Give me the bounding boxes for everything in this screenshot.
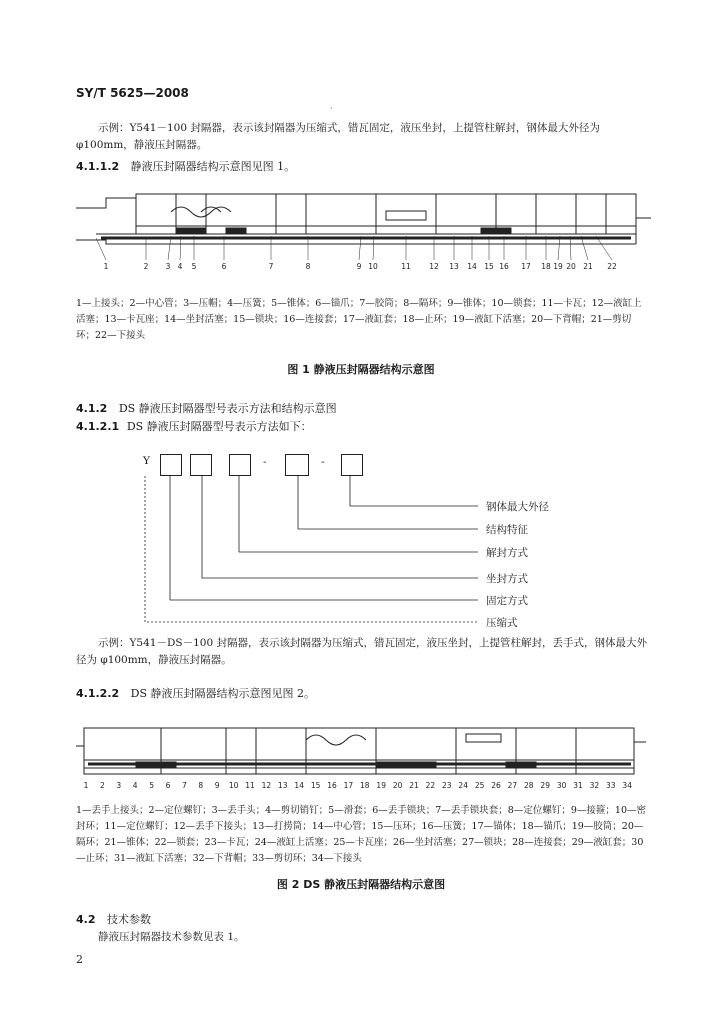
model-label-fixing: 固定方式 bbox=[486, 595, 528, 607]
part-number: 7 bbox=[182, 781, 187, 790]
part-number: 19 bbox=[553, 262, 563, 271]
part-number: 17 bbox=[521, 262, 531, 271]
page-number: 2 bbox=[76, 953, 83, 966]
example-paragraph-2: 示例：Y541－DS－100 封隔器，表示该封隔器为压缩式，错瓦固定，液压坐封，上提管柱解封，丢手式，钢体最大外径为 φ100mm，静液压封隔器。 bbox=[76, 637, 647, 666]
model-box-setting bbox=[229, 454, 251, 476]
part-number: 26 bbox=[491, 781, 501, 790]
model-leader-lines bbox=[140, 476, 500, 628]
part-number: 31 bbox=[573, 781, 583, 790]
part-number: 17 bbox=[343, 781, 354, 790]
part-number: 13 bbox=[449, 262, 459, 271]
part-number: 29 bbox=[540, 781, 550, 790]
part-number: 11 bbox=[401, 262, 411, 271]
part-number: 18 bbox=[360, 781, 370, 790]
figure-2-caption: 图 2 DS 静液压封隔器结构示意图 bbox=[276, 878, 446, 891]
example-paragraph-1: 示例：Y541－100 封隔器，表示该封隔器为压缩式，错瓦固定，液压坐封，上提管柱解封，钢体最大外径为 φ100mm，静液压封隔器。 bbox=[76, 122, 600, 151]
section-text: DS 静液压封隔器结构示意图见图 2。 bbox=[130, 687, 316, 700]
model-label-structure: 结构特征 bbox=[486, 524, 528, 536]
part-number: 22 bbox=[425, 781, 436, 790]
part-number: 33 bbox=[606, 781, 616, 790]
model-label-setting: 坐封方式 bbox=[486, 573, 528, 585]
model-separator-2: - bbox=[321, 456, 325, 468]
section-text: 技术参数 bbox=[107, 913, 151, 926]
part-number: 14 bbox=[467, 262, 477, 271]
figure-1-drawing bbox=[76, 178, 656, 290]
part-number: 19 bbox=[376, 781, 386, 790]
part-number: 13 bbox=[278, 781, 288, 790]
part-number: 2 bbox=[100, 781, 105, 790]
part-number: 10 bbox=[228, 781, 239, 790]
section-4112-heading bbox=[76, 158, 295, 174]
figure-1-legend: 1—上接头；2—中心管；3—压帽；4—压簧；5—锥体；6—锚爪；7—胶筒；8—隔环；9—锥体；10—锁套；11—卡瓦；12—液缸上活塞；13—卡瓦座；14—坐封活塞；15—锁块；16—连接套；17—液缸套；18—止环；19—液缸下活塞；20—下背帽；21—剪切环；22—下接头 bbox=[76, 298, 642, 341]
part-number: 21 bbox=[409, 781, 419, 790]
section-text: 静液压封隔器结构示意图见图 1。 bbox=[130, 160, 296, 173]
section-number: 4.1.1.2 bbox=[76, 160, 120, 173]
section-number: 4.2 bbox=[76, 913, 96, 926]
model-box-compression bbox=[160, 454, 182, 476]
part-number: 16 bbox=[499, 262, 509, 271]
part-number: 20 bbox=[392, 781, 403, 790]
model-label-compression: 压缩式 bbox=[486, 617, 518, 629]
part-number: 1 bbox=[103, 262, 109, 271]
part-number: 8 bbox=[198, 781, 204, 790]
part-number: 3 bbox=[165, 262, 171, 271]
part-number: 5 bbox=[191, 262, 197, 271]
part-number: 4 bbox=[177, 262, 183, 271]
figure-1-caption: 图 1 静液压封隔器结构示意图 bbox=[287, 363, 435, 376]
part-number: 4 bbox=[132, 781, 138, 790]
part-number: 6 bbox=[221, 262, 227, 271]
section-4122-heading bbox=[76, 685, 315, 701]
part-number: 8 bbox=[305, 262, 311, 271]
model-box-structure bbox=[285, 454, 309, 476]
section-text: DS 静液压封隔器型号表示方法如下： bbox=[126, 420, 312, 433]
model-label-release: 解封方式 bbox=[486, 547, 528, 559]
header-mark: · bbox=[330, 104, 333, 113]
part-number: 15 bbox=[484, 262, 494, 271]
model-separator-1: - bbox=[263, 456, 267, 468]
standard-header: SY/T 5625—2008 bbox=[76, 86, 189, 100]
part-number: 22 bbox=[607, 262, 617, 271]
part-number: 9 bbox=[214, 781, 220, 790]
part-number: 6 bbox=[165, 781, 171, 790]
section-number: 4.1.2 bbox=[76, 402, 108, 415]
part-number: 11 bbox=[245, 781, 255, 790]
part-number: 10 bbox=[368, 262, 378, 271]
section-412-heading bbox=[76, 400, 337, 416]
section-number: 4.1.2.2 bbox=[76, 687, 120, 700]
technical-params-paragraph: 静液压封隔器技术参数见表 1。 bbox=[98, 931, 245, 943]
figure-2-legend: 1—丢手上接头；2—定位螺钉；3—丢手头；4—剪切销钉；5—滑套；6—丢手锁块；7—丢手锁块套；8—定位螺钉；9—接箍；10—密封环；11—定位螺钉；12—丢手下接头；13—打捞筒；14—中心管；15—压环；16—压簧；17—锚体；18—锚爪；19—胶筒；20—隔环；21—锥体；22—锁套；23—卡瓦；24—液缸上活塞；25—卡瓦座；26—坐封活塞；27—锁块；28—连接套；29—液缸套；30—止环；31—液缸下活塞；32—下背帽；33—剪切环；34—下接头 bbox=[76, 805, 646, 864]
part-number: 27 bbox=[507, 781, 518, 790]
section-42-heading bbox=[76, 911, 151, 927]
section-number: 4.1.2.1 bbox=[76, 420, 120, 433]
part-number: 12 bbox=[429, 262, 439, 271]
part-number: 5 bbox=[149, 781, 154, 790]
model-prefix: Y bbox=[143, 455, 150, 467]
part-number: 9 bbox=[356, 262, 362, 271]
part-number: 25 bbox=[474, 781, 485, 790]
part-number: 12 bbox=[261, 781, 272, 790]
part-number: 23 bbox=[442, 781, 452, 790]
part-number: 34 bbox=[622, 781, 632, 790]
part-number: 1 bbox=[83, 781, 89, 790]
part-number: 20 bbox=[566, 262, 576, 271]
model-label-diameter: 钢体最大外径 bbox=[486, 501, 549, 513]
part-number: 7 bbox=[268, 262, 274, 271]
part-number: 16 bbox=[327, 781, 337, 790]
part-number: 32 bbox=[589, 781, 600, 790]
part-number: 14 bbox=[294, 781, 304, 790]
section-text: DS 静液压封隔器型号表示方法和结构示意图 bbox=[118, 402, 337, 415]
part-number: 3 bbox=[116, 781, 122, 790]
part-number: 2 bbox=[143, 262, 149, 271]
part-number: 30 bbox=[556, 781, 567, 790]
part-number: 28 bbox=[524, 781, 534, 790]
figure-2-drawing bbox=[76, 722, 648, 794]
part-number: 24 bbox=[458, 781, 468, 790]
section-4121-heading bbox=[76, 418, 312, 434]
part-number: 15 bbox=[310, 781, 321, 790]
part-number: 21 bbox=[583, 262, 593, 271]
part-number: 18 bbox=[541, 262, 551, 271]
model-box-diameter bbox=[341, 454, 363, 476]
model-box-fixing bbox=[190, 454, 212, 476]
